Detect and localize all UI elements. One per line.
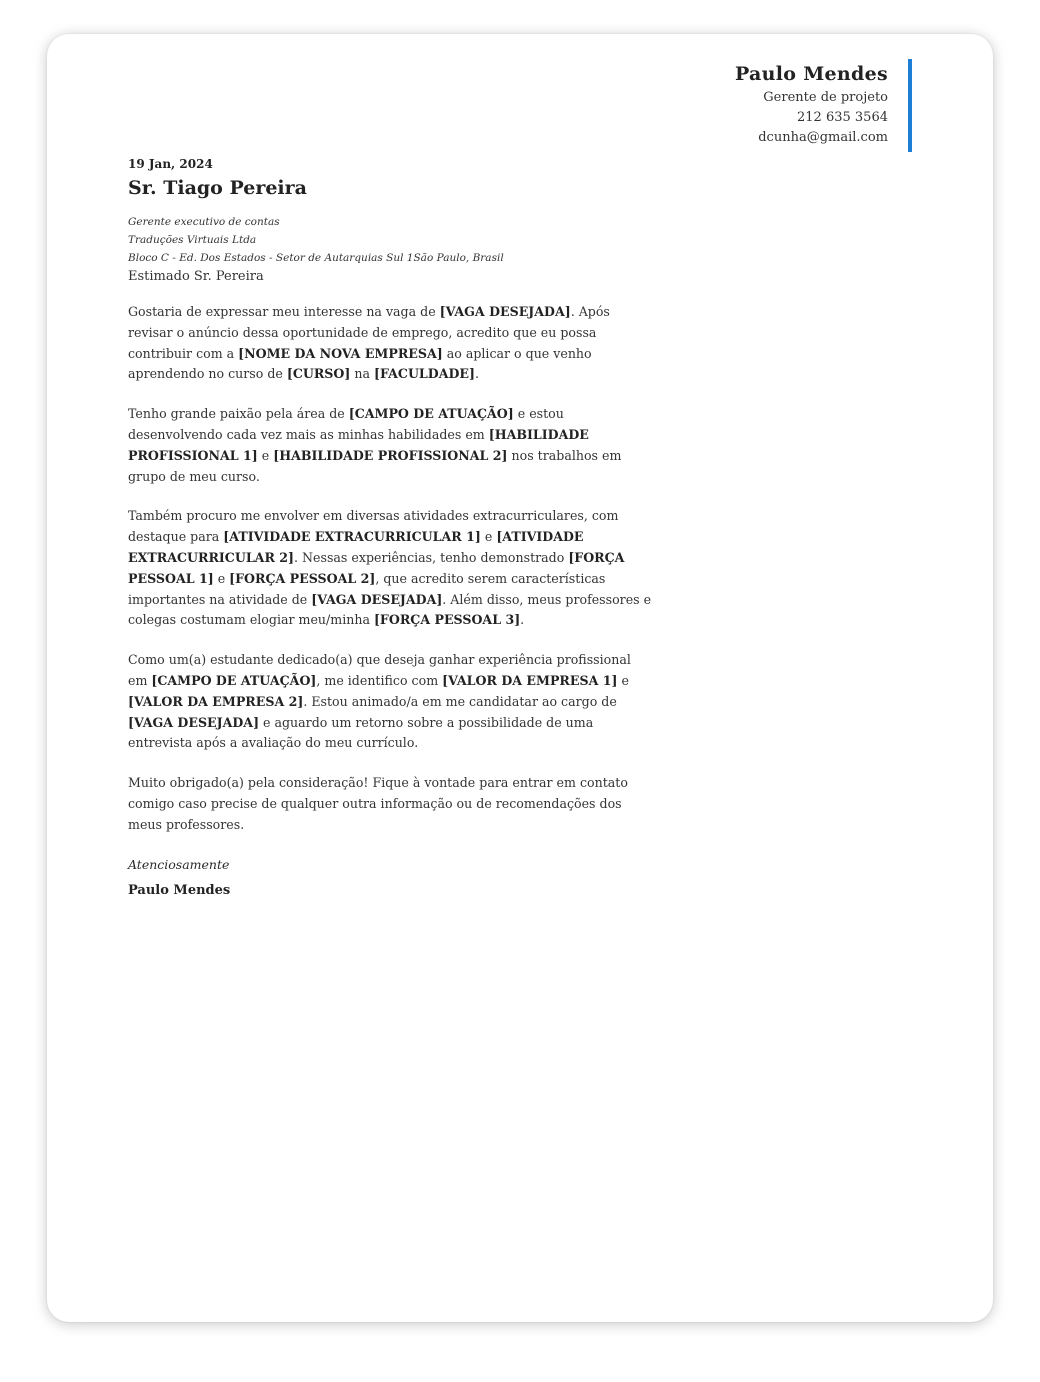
letter-date: 19 Jan, 2024 xyxy=(128,157,213,171)
paragraph-text: na xyxy=(350,366,374,382)
placeholder-text: [FORÇA PESSOAL 3] xyxy=(373,612,521,628)
paragraph-text: . Além disso, meus professores e colegas costumam elogiar meu/minha xyxy=(128,591,652,628)
paragraph-text: . Após revisar o anúncio dessa oportunidade de emprego, acredito que eu possa contribuir com a xyxy=(128,304,610,361)
placeholder-text: [FORÇA PESSOAL 2] xyxy=(229,570,376,586)
sender-email: dcunha@gmail.com xyxy=(758,130,888,145)
placeholder-text: [NOME DA NOVA EMPRESA] xyxy=(238,345,443,361)
accent-bar xyxy=(908,59,912,152)
paragraph-text: e aguardo um retorno sobre a possibilidade de uma entrevista após a avaliação do meu currículo. xyxy=(128,714,594,751)
placeholder-text: [ATIVIDADE EXTRACURRICULAR 1] xyxy=(223,529,481,545)
paragraph-text: nos trabalhos em grupo de meu curso. xyxy=(128,447,622,484)
paragraph-text: , me identifico com xyxy=(316,672,443,688)
paragraph-text: e xyxy=(213,570,230,586)
paragraph-text: e xyxy=(480,529,497,545)
paragraph-text: e estou desenvolvendo cada vez mais as minhas habilidades em xyxy=(128,406,564,442)
placeholder-text: [CAMPO DE ATUAÇÃO] xyxy=(151,672,317,688)
salutation: Estimado Sr. Pereira xyxy=(128,269,264,284)
signature: Paulo Mendes xyxy=(128,882,231,898)
placeholder-text: [VAGA DESEJADA] xyxy=(128,714,260,730)
recipient-company: Traduções Virtuais Ltda xyxy=(128,234,257,246)
placeholder-text: [VALOR DA EMPRESA 2] xyxy=(128,693,304,709)
paragraph-text: e xyxy=(617,672,629,688)
paragraph-text: Tenho grande paixão pela área de xyxy=(128,406,349,422)
letter-page xyxy=(47,34,993,1322)
sender-header xyxy=(735,60,888,148)
placeholder-text: [CURSO] xyxy=(286,366,351,382)
paragraph-text: . xyxy=(474,366,479,382)
recipient-name: Sr. Tiago Pereira xyxy=(128,177,307,199)
placeholder-text: [FACULDADE] xyxy=(373,366,475,382)
paragraph xyxy=(128,506,653,631)
paragraph-text: Também procuro me envolver em diversas atividades extracurriculares, com destaque para xyxy=(128,508,619,545)
placeholder-text: [ATIVIDADE EXTRACURRICULAR 2] xyxy=(128,529,584,565)
placeholder-text: [VAGA DESEJADA] xyxy=(439,304,571,319)
recipient-role: Gerente executivo de contas xyxy=(128,216,280,228)
placeholder-text: [FORÇA PESSOAL 1] xyxy=(128,549,625,586)
paragraph xyxy=(128,404,653,487)
placeholder-text: [HABILIDADE PROFISSIONAL 1] xyxy=(128,426,589,463)
paragraph-text: , que acredito serem características importantes na atividade de xyxy=(128,570,606,607)
paragraph-text: . Estou animado/a em me candidatar ao cargo de xyxy=(303,693,617,709)
sender-phone: 212 635 3564 xyxy=(797,110,888,125)
paragraph-text: . Nessas experiências, tenho demonstrado xyxy=(294,549,569,565)
letter-body xyxy=(128,155,653,901)
placeholder-text: [CAMPO DE ATUAÇÃO] xyxy=(348,406,514,422)
paragraph xyxy=(128,650,653,754)
closing: Atenciosamente xyxy=(128,856,230,872)
placeholder-text: [HABILIDADE PROFISSIONAL 2] xyxy=(273,447,508,463)
paragraph-text: e xyxy=(257,447,274,463)
placeholder-text: [VAGA DESEJADA] xyxy=(311,591,443,607)
sender-title: Gerente de projeto xyxy=(763,90,888,105)
paragraph xyxy=(128,302,653,385)
paragraph-text: Muito obrigado(a) pela consideração! Fique à vontade para entrar em contato comigo caso precise de qualquer outra informação ou de recomendações dos meus professores. xyxy=(128,775,628,832)
paragraph-text: Gostaria de expressar meu interesse na vaga de xyxy=(128,304,440,319)
paragraph-text: Como um(a) estudante dedicado(a) que deseja ganhar experiência profissional em xyxy=(128,652,631,688)
recipient-address: Bloco C - Ed. Dos Estados - Setor de Autarquias Sul 1São Paulo, Brasil xyxy=(128,252,504,264)
paragraph xyxy=(128,773,653,835)
placeholder-text: [VALOR DA EMPRESA 1] xyxy=(442,672,618,688)
sender-name: Paulo Mendes xyxy=(734,63,888,85)
paragraph-text: ao aplicar o que venho aprendendo no curso de xyxy=(128,345,592,382)
paragraph-text: . xyxy=(520,612,525,628)
